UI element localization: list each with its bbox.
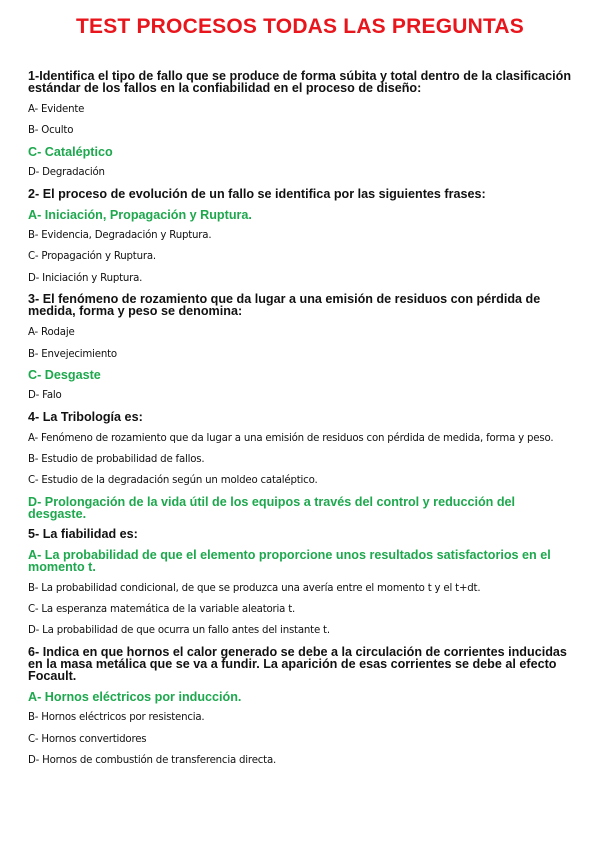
answer-option: C- La esperanza matemática de la variable aleatoria t. [28,604,296,616]
question-block [28,528,572,637]
question-text: 3- El fenómeno de rozamiento que da lugar a una emisión de residuos con pérdida de medida, forma y peso se denomina: [28,292,541,319]
question-text: 6- Indica en que hornos el calor generado se debe a la circulación de corrientes inducidas en la masa metálica que se va a fundir. La aparición de esas corrientes se debe al efecto Focault. [28,644,567,683]
question-text: 2- El proceso de evolución de un fallo se identifica por las siguientes frases: [28,186,486,201]
answer-option: B- Envejecimiento [28,348,117,360]
answer-option: A- Rodaje [28,327,75,339]
answer-option: B- Oculto [28,125,74,137]
correct-answer-option: A- Iniciación, Propagación y Ruptura. [28,207,252,222]
answer-option: A- Evidente [28,104,85,115]
question-text: 5- La fiabilidad es: [28,527,138,542]
question-block [28,646,572,767]
answer-option: B- Hornos eléctricos por resistencia. [28,712,205,724]
answer-option: B- Estudio de probabilidad de fallos. [28,454,205,466]
answer-option: D- La probabilidad de que ocurra un fallo antes del instante t. [28,625,330,637]
question-text: 4- La Tribología es: [28,409,143,424]
correct-answer-option: A- La probabilidad de que el elemento proporcione unos resultados satisfactorios en el momento t. [28,548,551,575]
question-block [28,293,572,402]
question-list [28,70,572,767]
question-block [28,411,572,520]
answer-option: D- Degradación [28,167,105,179]
answer-option: C- Estudio de la degradación según un moldeo cataléptico. [28,475,318,487]
answer-option: D- Hornos de combustión de transferencia directa. [28,754,277,766]
answer-option: B- Evidencia, Degradación y Ruptura. [28,229,212,241]
answer-option: C- Propagación y Ruptura. [28,251,156,263]
answer-option: D- Falo [28,390,62,402]
question-block [28,188,572,285]
page-title: TEST PROCESOS TODAS LAS PREGUNTAS [75,15,525,38]
answer-option: A- Fenómeno de rozamiento que da lugar a una emisión de residuos con pérdida de medida, forma y peso. [28,432,554,444]
answer-option: D- Iniciación y Ruptura. [28,272,143,284]
answer-option: B- La probabilidad condicional, de que se produzca una avería entre el momento t y el t+dt. [28,582,481,594]
correct-answer-option: C- Desgaste [28,367,101,382]
question-block [28,70,572,179]
correct-answer-option: C- Cataléptico [28,144,113,159]
answer-option: C- Hornos convertidores [28,733,147,745]
correct-answer-option: D- Prolongación de la vida útil de los equipos a través del control y reducción del desgaste. [28,494,516,521]
correct-answer-option: A- Hornos eléctricos por inducción. [28,689,242,704]
question-text: 1-Identifica el tipo de fallo que se produce de forma súbita y total dentro de la clasificación estándar de los fallos en la confiabilidad en el proceso de diseño: [28,69,572,95]
